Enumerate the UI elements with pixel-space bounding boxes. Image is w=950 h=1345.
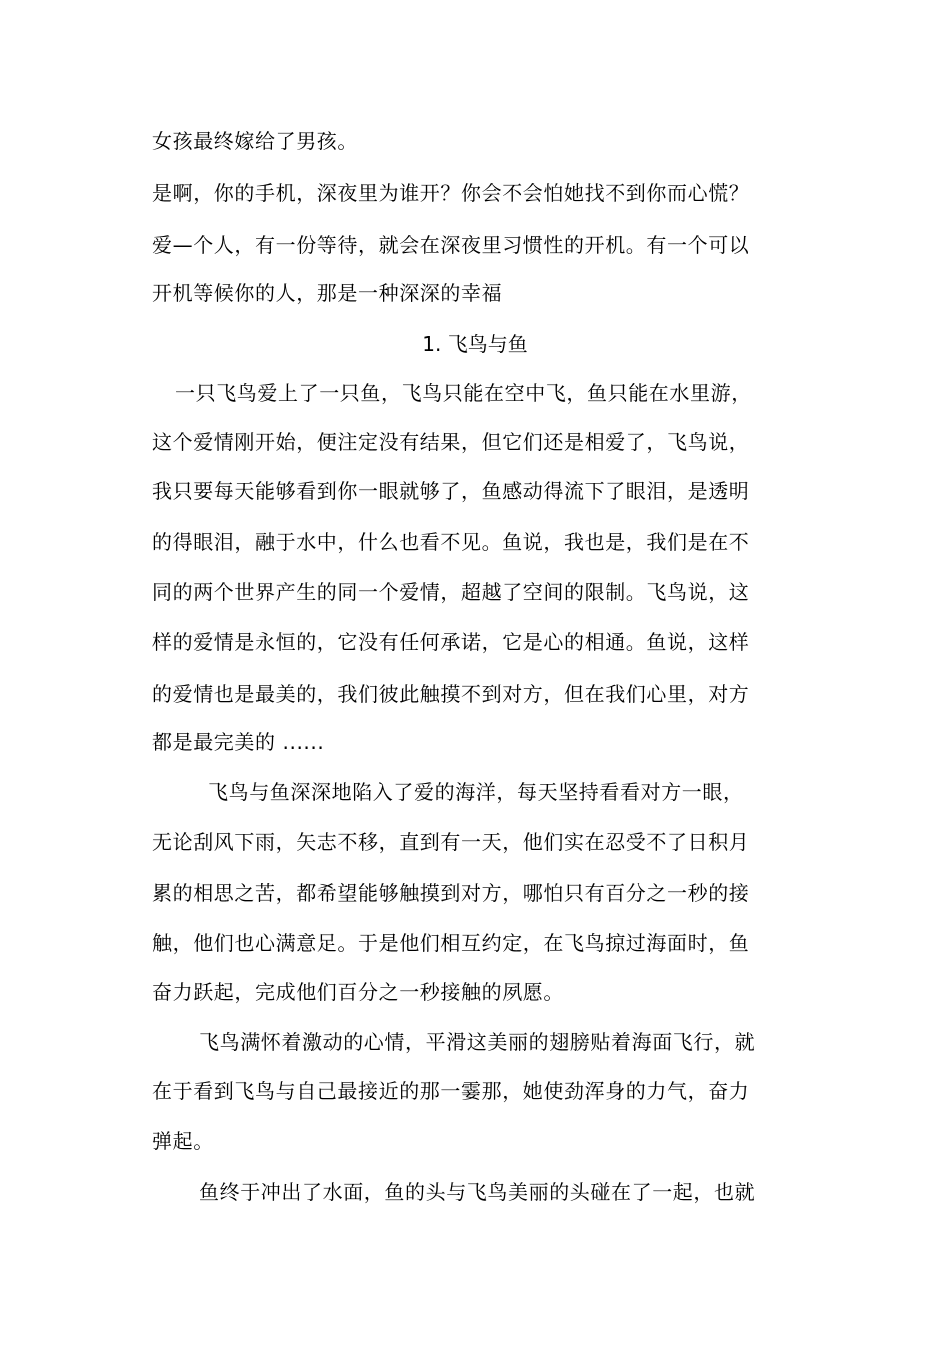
story-line: 一只飞鸟爱上了一只鱼，飞鸟只能在空中飞，鱼只能在水里游， <box>175 381 752 405</box>
paragraph-line: 开机等候你的人，那是一种深深的幸福 <box>152 281 503 305</box>
story-line: 累的相思之苦，都希望能够触摸到对方，哪怕只有百分之一秒的接 <box>152 881 750 905</box>
section-title: 1. 飞鸟与鱼 <box>422 332 528 356</box>
story-line: 弹起。 <box>152 1129 214 1153</box>
story-line: 样的爱情是永恒的，它没有任何承诺，它是心的相通。鱼说，这样 <box>152 630 750 654</box>
story-line: 我只要每天能够看到你一眼就够了，鱼感动得流下了眼泪，是透明 <box>152 479 750 503</box>
story-line: 触，他们也心满意足。于是他们相互约定，在飞鸟掠过海面时，鱼 <box>152 931 750 955</box>
story-line: 这个爱情刚开始，便注定没有结果，但它们还是相爱了，飞鸟说， <box>152 430 750 454</box>
story-line: 鱼终于冲出了水面，鱼的头与飞鸟美丽的头碰在了一起，也就 <box>199 1180 756 1204</box>
story-line: 飞鸟满怀着激动的心情，平滑这美丽的翅膀贴着海面飞行，就 <box>199 1030 756 1054</box>
story-line: 的爱情也是最美的，我们彼此触摸不到对方，但在我们心里，对方 <box>152 682 750 706</box>
paragraph-line: 是啊，你的手机，深夜里为谁开？你会不会怕她找不到你而心慌？ <box>152 181 750 205</box>
story-line: 在于看到飞鸟与自己最接近的那一霎那，她使劲浑身的力气，奋力 <box>152 1079 750 1103</box>
story-line: 无论刮风下雨，矢志不移，直到有一天，他们实在忍受不了日积月 <box>152 830 750 854</box>
paragraph-line: 女孩最终嫁给了男孩。 <box>152 129 358 153</box>
story-line: 都是最完美的 ...... <box>152 730 325 754</box>
story-line: 飞鸟与鱼深深地陷入了爱的海洋，每天坚持看看对方一眼， <box>208 780 744 804</box>
story-line: 奋力跃起，完成他们百分之一秒接触的夙愿。 <box>152 980 564 1004</box>
story-line: 的得眼泪，融于水中，什么也看不见。鱼说，我也是，我们是在不 <box>152 530 750 554</box>
story-line: 同的两个世界产生的同一个爱情，超越了空间的限制。飞鸟说，这 <box>152 580 750 604</box>
paragraph-line: 爱—个人，有一份等待，就会在深夜里习惯性的开机。有一个可以 <box>152 233 750 257</box>
